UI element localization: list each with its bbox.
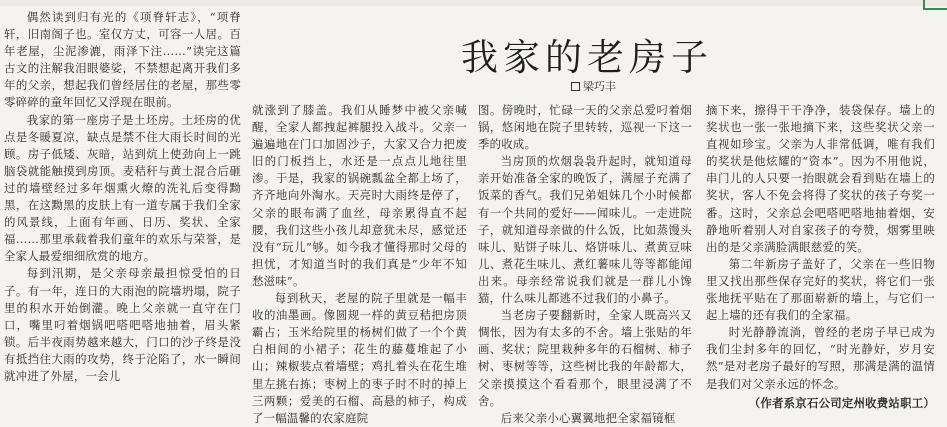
paragraph: 每到汛期，是父亲母亲最担惊受怕的日子。有一年，连日的大雨泡的院墙坍塌，院子里的积水开始倒灌。晚上父亲就一直守在门口，嘴里叼着烟锅吧嗒吧嗒地抽着，眉头紧锁。后半夜雨势越来越大，门口的沙子终是没有抵挡住大雨的攻势，终于沦陷了，水一瞬间就冲进了外屋，一会儿	[4, 266, 241, 383]
paragraph: 就涨到了膝盖。我们从睡梦中被父亲喊醒，全家人都拽起裤腿投入战斗。父亲一遍遍地在门口加固沙子，大家又合力把废旧的门板挡上，水还是一点点儿地往里渗。于是，我家的锅碗瓢盆全都上场了，齐齐地向外淘水。天亮时大雨终是停了，父亲的眼布满了血丝，母亲累得直不起腰，我们这些小孩儿却意犹未尽，感觉还没有“玩儿”够。如今我才懂得那时父母的担忧，才知道当时的我们真是“少年不知愁滋味”。	[252, 103, 467, 288]
paragraph: 后来父亲小心翼翼地把全家福镜框	[500, 410, 676, 425]
frame-corner	[923, 0, 947, 10]
paragraph: 每到秋天，老屋的院子里就是一幅丰收的油墨画。像圆规一样的黄豆秸把房顶霸占；玉米给院里的杨树们做了一个个黄白相间的小裙子；花生的藤蔓堆起了小山；辣椒装点着墙壁；鸡扎着头在花生堆里左挑右拣；枣树上的枣子时不时的掉上三两颗；爱美的石榴、高悬的柿子，构成了一幅温馨的农家庭院	[252, 291, 467, 425]
column-1	[4, 9, 241, 411]
article-title: 我家的老房子	[461, 36, 713, 79]
paragraph: 时光静静流淌，曾经的老房子早已成为我们尘封多年的回忆，“时光静好，岁月安然”是对老房子最好的写照，那满是满的温情是我们对父亲永远的怀念。	[706, 325, 935, 391]
paragraph: 我家的第一座房子是土坯房。土坯房的优点是冬暖夏凉，缺点是禁不住大雨长时间的光顾。房子低矮、灰暗，站到炕上使劲向上一跳脑袋就能触摸到房顶。麦秸秆与黄土混合后砸过的墙壁经过多年烟熏火燎的洗礼后变得黝黑，在这黝黑的皮肤上有一道专属于我们全家的风景线，上面有年画、日历、奖状、全家福……那里承载着我们童年的欢乐与荣誉，是全家人最爱细细欣赏的地方。	[4, 112, 241, 264]
top-band	[0, 0, 947, 6]
paragraph: 图。傍晚时，忙碌一天的父亲总爱叼着烟锅，悠闲地在院子里转转，巡视一下这一季的收成。	[478, 103, 692, 152]
column-2	[252, 102, 467, 425]
author-name: 梁巧丰	[583, 80, 616, 93]
paragraph: 当房顶的炊烟袅袅升起时，就知道母亲开始准备全家的晚饭了，满屋子充满了饭菜的香气。我们兄弟姐妹几个小时候都有一个共同的爱好——闻味儿。一走进院子，就知道母亲做的什么饭，比如蒸馒头味儿、贴饼子味儿、烙饼味儿、煮黄豆味儿、煮花生味儿、煮红薯味儿等等都能闻出来。母亲经常说我们就是一群儿小馋猫，什么味儿都逃不过我们的小鼻子。	[478, 154, 692, 306]
byline-box-icon	[571, 82, 580, 91]
author-note: （作者系京石公司定州收费站职工）	[748, 395, 935, 410]
byline	[571, 80, 616, 94]
column-3	[478, 102, 692, 425]
paragraph: 摘下来，擦得干干净净，装袋保存。墙上的奖状也一张一张地摘下来，这些奖状父亲一直视如珍宝。父亲为人非常低调，唯有我们的奖状是他炫耀的“资本”。因为不用他说，串门儿的人只要一抬眼就会看到贴在墙上的奖状，客人不免会将得了奖状的孩子夸奖一番。这时，父亲总会吧嗒吧嗒地抽着烟，安静地听着别人对自家孩子的夸赞，烟雾里映出的是父亲满脸满眼慈爱的笑。	[706, 103, 935, 254]
paragraph: 偶然读到归有光的《项脊轩志》，“项脊轩，旧南阁子也。室仅方丈，可容一人居。百年老屋，尘泥渗漉，雨泽下注……”读完这篇古文的注解我泪眼婆娑，不禁想起离开我们多年的父亲，想起我们曾经居住的老屋，那些零零碎碎的童年回忆又浮现在眼前。	[4, 10, 241, 110]
paragraph: 第二年新房子盖好了，父亲在一些旧物里又找出那些保存完好的奖状，将它们一张张地抚平贴在了那面崭新的墙上，与它们一起上墙的还有我们的全家福。	[706, 256, 935, 323]
paragraph: 当老房子要翻新时，全家人既高兴又惆怅，因为有太多的不舍。墙上张贴的年画、奖状；院里栽种多年的石榴树、柿子树、枣树等等，这些树比我的年龄都大，父亲摸摸这个看看那个，眼里浸满了不舍。	[478, 308, 692, 408]
column-4	[706, 102, 935, 410]
